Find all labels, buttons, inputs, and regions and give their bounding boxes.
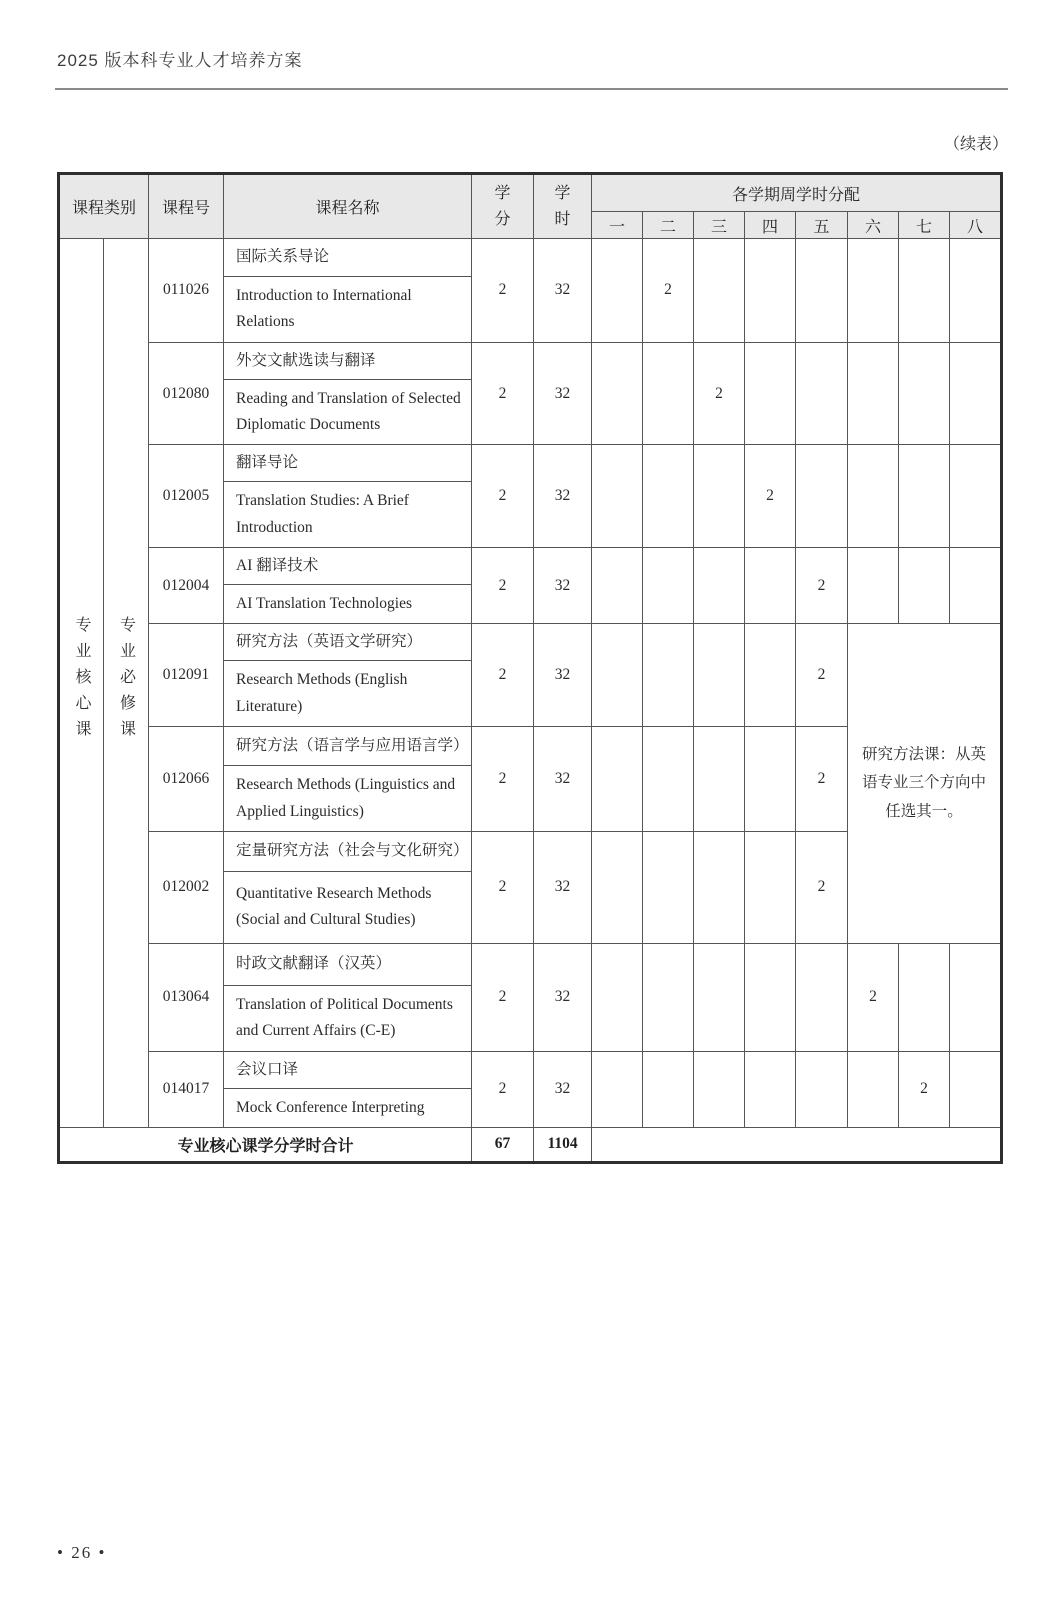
sem-value-7: [899, 239, 950, 343]
header-sem-8: 八: [950, 212, 1002, 239]
course-name-cn: 时政文献翻译（汉英）: [224, 943, 472, 985]
sem-value-5: [796, 239, 848, 343]
page-title: 2025 版本科专业人才培养方案: [57, 51, 303, 70]
course-name-cn: 外交文献选读与翻译: [224, 342, 472, 379]
category-required-label: 专业必修课: [117, 615, 135, 746]
sem-value-3: [694, 1051, 745, 1127]
sem-value-6: 2: [848, 943, 899, 1051]
header-sem-7: 七: [899, 212, 950, 239]
sem-value-3: [694, 239, 745, 343]
sem-value-8: [950, 445, 1002, 548]
course-row-cn: [59, 1051, 1002, 1088]
total-credits: 67: [472, 1127, 534, 1162]
sem-value-1: [592, 727, 643, 832]
course-code: 011026: [149, 239, 224, 343]
sem-value-8: [950, 548, 1002, 624]
sem-value-2: [643, 1051, 694, 1127]
header-sem-2: 二: [643, 212, 694, 239]
category-core-label: 专业核心课: [73, 615, 90, 746]
sem-value-2: [643, 943, 694, 1051]
course-code: 012004: [149, 548, 224, 624]
course-hours: 32: [534, 548, 592, 624]
course-name-en: Research Methods (English Literature): [224, 661, 472, 727]
course-name-cn: 翻译导论: [224, 445, 472, 482]
course-code: 012066: [149, 727, 224, 832]
header-credits: [472, 174, 534, 239]
course-hours: 32: [534, 943, 592, 1051]
sem-value-4: [745, 548, 796, 624]
course-name-en: Translation of Political Documents and Current Affairs (C-E): [224, 985, 472, 1051]
sem-value-2: [643, 342, 694, 445]
course-hours: 32: [534, 1051, 592, 1127]
course-name-en: Quantitative Research Methods (Social and Cultural Studies): [224, 871, 472, 943]
course-credits: 2: [472, 1051, 534, 1127]
sem-value-7: [899, 943, 950, 1051]
header-course-name: 课程名称: [224, 174, 472, 239]
sem-value-2: [643, 831, 694, 943]
sem-value-7: [899, 548, 950, 624]
sem-value-3: [694, 831, 745, 943]
sem-value-5: 2: [796, 548, 848, 624]
sem-value-8: [950, 342, 1002, 445]
header-rule: [55, 88, 1008, 90]
sem-value-6: [848, 342, 899, 445]
course-credits: 2: [472, 943, 534, 1051]
course-row-cn: [59, 342, 1002, 379]
sem-value-5: [796, 445, 848, 548]
sem-value-4: 2: [745, 445, 796, 548]
sem-value-5: 2: [796, 624, 848, 727]
course-name-cn: AI 翻译技术: [224, 548, 472, 585]
course-hours: 32: [534, 342, 592, 445]
total-empty-cell: [592, 1127, 1002, 1162]
course-code: 012002: [149, 831, 224, 943]
course-credits: 2: [472, 831, 534, 943]
course-name-en: Translation Studies: A Brief Introduction: [224, 482, 472, 548]
course-code: 012005: [149, 445, 224, 548]
course-hours: 32: [534, 727, 592, 832]
header-sem-1: 一: [592, 212, 643, 239]
sem-value-6: [848, 548, 899, 624]
course-row-cn: [59, 624, 1002, 661]
course-code: 012091: [149, 624, 224, 727]
sem-value-7: [899, 445, 950, 548]
sem-value-2: 2: [643, 239, 694, 343]
course-name-en: Reading and Translation of Selected Diplomatic Documents: [224, 379, 472, 445]
header-credits-label: 学分: [494, 184, 511, 228]
sem-value-2: [643, 548, 694, 624]
sem-value-1: [592, 1051, 643, 1127]
sem-value-7: [899, 342, 950, 445]
sem-value-1: [592, 624, 643, 727]
course-name-cn: 研究方法（英语文学研究）: [224, 624, 472, 661]
total-label: 专业核心课学分学时合计: [59, 1127, 472, 1162]
curriculum-table: [57, 172, 1003, 1164]
course-name-cn: 会议口译: [224, 1051, 472, 1088]
course-code: 013064: [149, 943, 224, 1051]
sem-value-1: [592, 831, 643, 943]
sem-value-8: [950, 1051, 1002, 1127]
sem-value-4: [745, 727, 796, 832]
research-methods-note: 研究方法课：从英语专业三个方向中任选其一。: [848, 624, 1002, 943]
course-credits: 2: [472, 624, 534, 727]
sem-value-4: [745, 1051, 796, 1127]
course-name-en: Research Methods (Linguistics and Applied Linguistics): [224, 766, 472, 832]
course-hours: 32: [534, 831, 592, 943]
course-hours: 32: [534, 445, 592, 548]
header-sem-4: 四: [745, 212, 796, 239]
course-row-cn: [59, 239, 1002, 277]
sem-value-6: [848, 239, 899, 343]
sem-value-3: 2: [694, 342, 745, 445]
sem-value-2: [643, 624, 694, 727]
course-row-cn: [59, 943, 1002, 985]
continued-table-label: （续表）: [943, 136, 1008, 153]
header-sem-6: 六: [848, 212, 899, 239]
course-name-en: Introduction to International Relations: [224, 277, 472, 343]
course-credits: 2: [472, 342, 534, 445]
sem-value-4: [745, 239, 796, 343]
total-hours: 1104: [534, 1127, 592, 1162]
sem-value-1: [592, 548, 643, 624]
sem-value-5: [796, 1051, 848, 1127]
course-row-cn: [59, 445, 1002, 482]
header-hours-label: 学时: [554, 184, 571, 228]
course-name-cn: 国际关系导论: [224, 239, 472, 277]
sem-value-1: [592, 239, 643, 343]
course-code: 012080: [149, 342, 224, 445]
course-credits: 2: [472, 727, 534, 832]
sem-value-8: [950, 239, 1002, 343]
sem-value-7: 2: [899, 1051, 950, 1127]
sem-value-1: [592, 342, 643, 445]
sem-value-6: [848, 445, 899, 548]
sem-value-2: [643, 445, 694, 548]
course-name-cn: 研究方法（语言学与应用语言学）: [224, 727, 472, 766]
header-row-1: [59, 174, 1002, 212]
sem-value-1: [592, 445, 643, 548]
header-hours: [534, 174, 592, 239]
header-category: 课程类别: [59, 174, 149, 239]
sem-value-4: [745, 342, 796, 445]
sem-value-8: [950, 943, 1002, 1051]
sem-value-4: [745, 831, 796, 943]
sem-value-6: [848, 1051, 899, 1127]
header-course-no: 课程号: [149, 174, 224, 239]
sem-value-5: 2: [796, 727, 848, 832]
table-header: [59, 174, 1002, 239]
header-sem-3: 三: [694, 212, 745, 239]
sem-value-4: [745, 943, 796, 1051]
course-name-en: Mock Conference Interpreting: [224, 1088, 472, 1127]
total-row: [59, 1127, 1002, 1162]
sem-value-5: [796, 943, 848, 1051]
sem-value-3: [694, 624, 745, 727]
category-required-cell: [104, 239, 149, 1128]
header-sem-5: 五: [796, 212, 848, 239]
sem-value-1: [592, 943, 643, 1051]
page-number: • 26 •: [57, 1543, 107, 1562]
course-credits: 2: [472, 239, 534, 343]
sem-value-5: [796, 342, 848, 445]
sem-value-2: [643, 727, 694, 832]
course-hours: 32: [534, 239, 592, 343]
sem-value-3: [694, 943, 745, 1051]
sem-value-3: [694, 548, 745, 624]
course-credits: 2: [472, 548, 534, 624]
course-code: 014017: [149, 1051, 224, 1127]
sem-value-3: [694, 445, 745, 548]
sem-value-4: [745, 624, 796, 727]
sem-value-5: 2: [796, 831, 848, 943]
course-credits: 2: [472, 445, 534, 548]
course-row-cn: [59, 548, 1002, 585]
course-hours: 32: [534, 624, 592, 727]
category-core-cell: [59, 239, 104, 1128]
sem-value-3: [694, 727, 745, 832]
header-semester-group: 各学期周学时分配: [592, 174, 1002, 212]
course-name-en: AI Translation Technologies: [224, 585, 472, 624]
course-name-cn: 定量研究方法（社会与文化研究）: [224, 831, 472, 871]
